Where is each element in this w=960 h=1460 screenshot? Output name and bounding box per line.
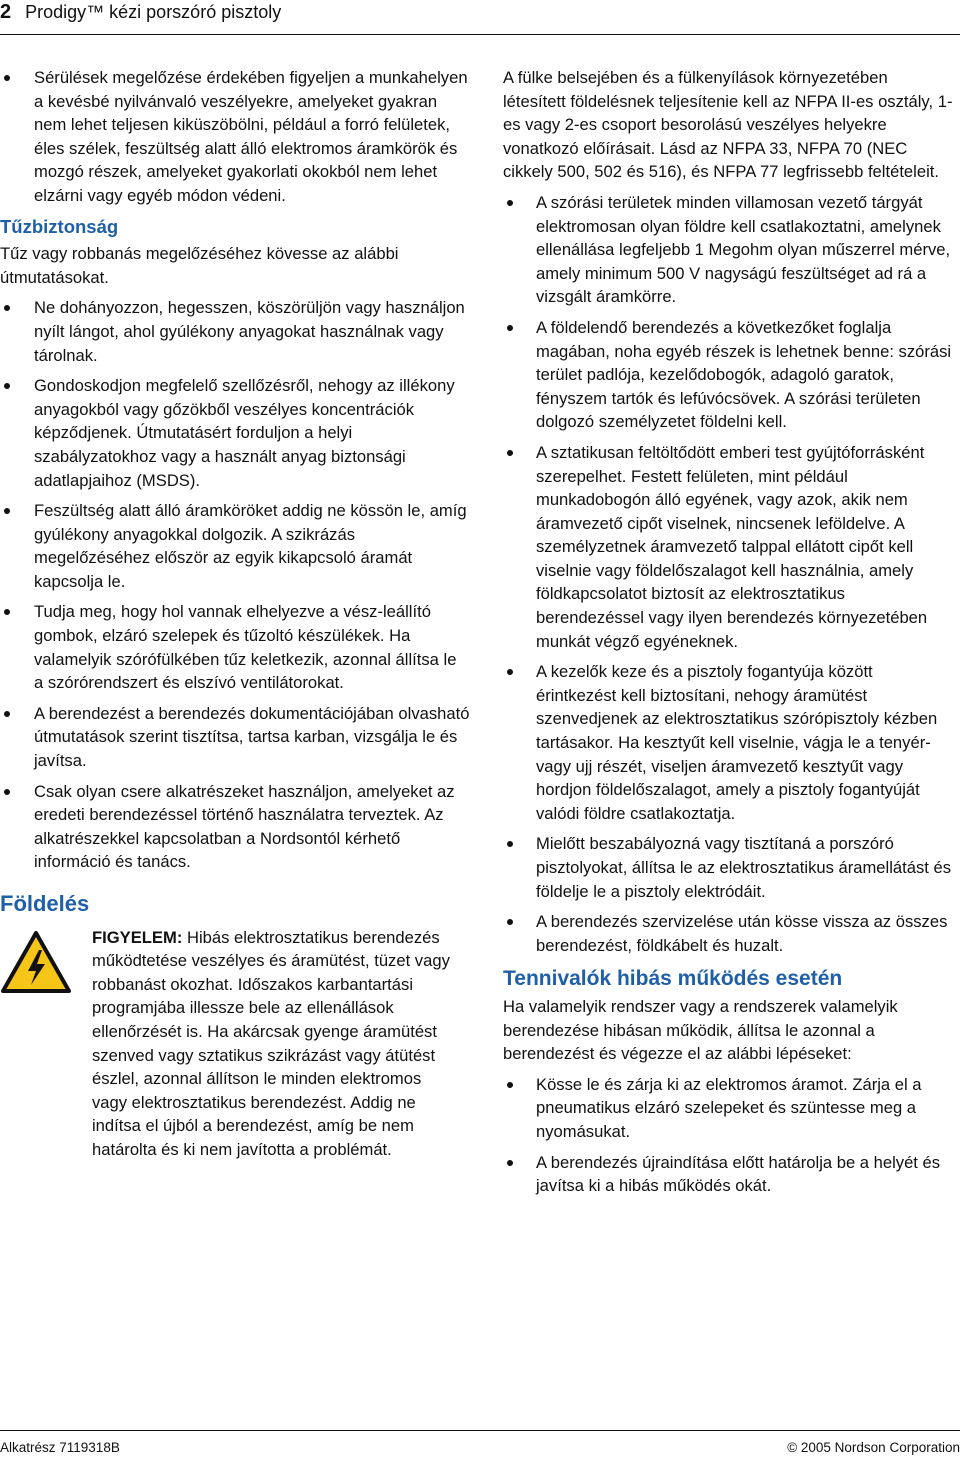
part-number: Alkatrész 7119318B <box>0 1440 120 1455</box>
fire-bullet: A berendezést a berendezés dokumentációjában olvasható útmutatások szerint tisztítsa, tartsa karban, vizsgálja le és javítsa. <box>0 702 470 773</box>
fire-bullet: Feszültség alatt álló áramköröket addig ne kössön le, amíg gyúlékony anyagokkal dolgozik. A szikrázás megelőzéséhez először az egyik kikapcsoló áramát kapcsolja le. <box>0 499 470 593</box>
fire-bullet: Gondoskodjon megfelelő szellőzésről, nehogy az illékony anyagokból vagy gőzökből veszélyes koncentrációk képződjenek. Útmutatásért forduljon a helyi szabályzatokhoz vagy a használt anyag biztonsági adatlapjaihoz (MSDS). <box>0 374 470 492</box>
warning-text-block <box>92 926 452 1162</box>
copyright: © 2005 Nordson Corporation <box>787 1440 960 1455</box>
grounding-bullet: A szórási területek minden villamosan vezető tárgyát elektromosan olyan földre kell csatlakoztatni, amelynek ellenállása legfeljebb 1 Megohm olyan műszerrel mérve, amely minimum 500 V nagyságú feszültséget ad rá a vizsgált áramkörre. <box>503 191 953 309</box>
malfunction-intro: Ha valamelyik rendszer vagy a rendszerek valamelyik berendezése hibásan működik, állítsa le azonnal a berendezést és végezze el az alábbi lépéseket: <box>503 996 898 1064</box>
page-header <box>0 0 281 24</box>
page-number: 2 <box>0 0 12 23</box>
malfunction-bullet: A berendezés újraindítása előtt határolja be a helyét és javítsa ki a hibás működés okát. <box>503 1151 953 1198</box>
malfunction-bullet: Kösse le és zárja ki az elektromos áramot. Zárja el a pneumatikus elzáró szelepeket és szüntesse meg a nyomásukat. <box>503 1073 953 1144</box>
grounding-bullet: A kezelők keze és a pisztoly fogantyúja között érintkezést kell biztosítani, nehogy áramütést szenvedjenek az elektrosztatikus szórópisztoly kézben tartásakor. Ha kesztyűt kell viselnie, vágja le a tenyér- vagy ujj részét, viseljen áramvezető kesztyűt vagy hordjon földelőszalagot, amely a pisztoly fogantyúját valódi földre csatlakoztatja. <box>503 660 953 825</box>
header-title: Prodigy™ kézi porszóró pisztoly <box>25 1 282 22</box>
footer-rule <box>0 1430 960 1431</box>
warning-block <box>0 926 470 1162</box>
grounding-intro: A fülke belsejében és a fülkenyílások környezetében létesített földelésnek teljesítenie kell az NFPA II-es osztály, 1-es vagy 2-es csoport besorolású veszélyes helyekre vonatkozó előírásait. Lásd az NFPA 33, NFPA 70 (NEC cikkely 500, 502 és 516), és NFPA 77 legfrissebb feltételeit. <box>503 68 953 182</box>
fire-safety-heading: Tűzbiztonság <box>0 215 119 237</box>
electrical-hazard-icon <box>0 930 72 994</box>
warning-text: Hibás elektrosztatikus berendezés működtetése veszélyes és áramütést, tüzet vagy robbanást okozhat. Időszakos karbantartási programjába illessze bele az ellenállások ellenőrzését is. Ha akárcsak gyenge áramütést szenved vagy sztatikus szikrázást vagy átütést észlel, azonnal állítson le minden elektromos vagy elektrosztatikus berendezést. Addig ne indítsa el újból a berendezést, amíg be nem határolta és ki nem javította a problémát. <box>92 927 450 1159</box>
fire-safety-intro: Tűz vagy robbanás megelőzéséhez kövesse az alábbi útmutatásokat. <box>0 244 399 287</box>
right-column <box>503 66 953 1205</box>
warning-label: FIGYELEM: <box>92 927 183 947</box>
fire-bullet: Ne dohányozzon, hegesszen, köszörüljön vagy használjon nyílt lángot, ahol gyúlékony anyagokat használnak vagy tárolnak. <box>0 296 470 367</box>
header-rule <box>0 34 960 35</box>
left-column <box>0 66 470 1162</box>
grounding-heading: Földelés <box>0 891 90 916</box>
fire-bullet: Tudja meg, hogy hol vannak elhelyezve a vész-leállító gombok, elzáró szelepek és tűzoltó készülékek. Ha valamelyik szórófülkében tűz keletkezik, azonnal állítsa le a szórórendszert és elszívó ventilátorokat. <box>0 600 470 694</box>
intro-bullet: Sérülések megelőzése érdekében figyeljen a munkahelyen a kevésbé nyilvánvaló veszélyekre, amelyeket gyakran nem lehet teljesen kiküszöbölni, például a forró felületek, éles szélek, feszültség alatt álló elektromos áramkörök és mozgó részek, amelyeket gyakorlati okokból nem lehet elzárni vagy egyéb módon védeni. <box>0 66 470 208</box>
grounding-bullet: A berendezés szervizelése után kösse vissza az összes berendezést, földkábelt és huzalt. <box>503 910 953 957</box>
grounding-bullet: A sztatikusan feltöltődött emberi test gyújtóforrásként szerepelhet. Festett felületen, mint például munkadobogón álló egyének, vagy azok, akik nem áramvezető cipőt viselnek, nincsenek leföldelve. A személyzetnek áramvezető talppal ellátott cipőt kell viselnie vagy földelőszalagot kell használnia, amely földkapcsolatot biztosít az elektrosztatikus berendezéssel vagy ilyen berendezés környezetében munkát végző egyéneknek. <box>503 441 953 653</box>
fire-bullet: Csak olyan csere alkatrészeket használjon, amelyeket az eredeti berendezéssel történő használatra terveztek. Az alkatrészekkel kapcsolatban a Nordsontól kérhető információ és tanács. <box>0 780 470 874</box>
grounding-bullet: Mielőtt beszabályozná vagy tisztítaná a porszóró pisztolyokat, állítsa le az elektrosztatikus áramellátást és földelje le a pisztoly elektródáit. <box>503 832 953 903</box>
malfunction-heading: Tennivalók hibás működés esetén <box>503 967 843 991</box>
grounding-bullet: A földelendő berendezés a következőket foglalja magában, noha egyéb részek is lehetnek benne: szórási terület padlója, kezelődobogók, adagoló garatok, fényszem tartók és lefúvócsövek. A szórási területen dolgozó személyzetet földelni kell. <box>503 316 953 434</box>
